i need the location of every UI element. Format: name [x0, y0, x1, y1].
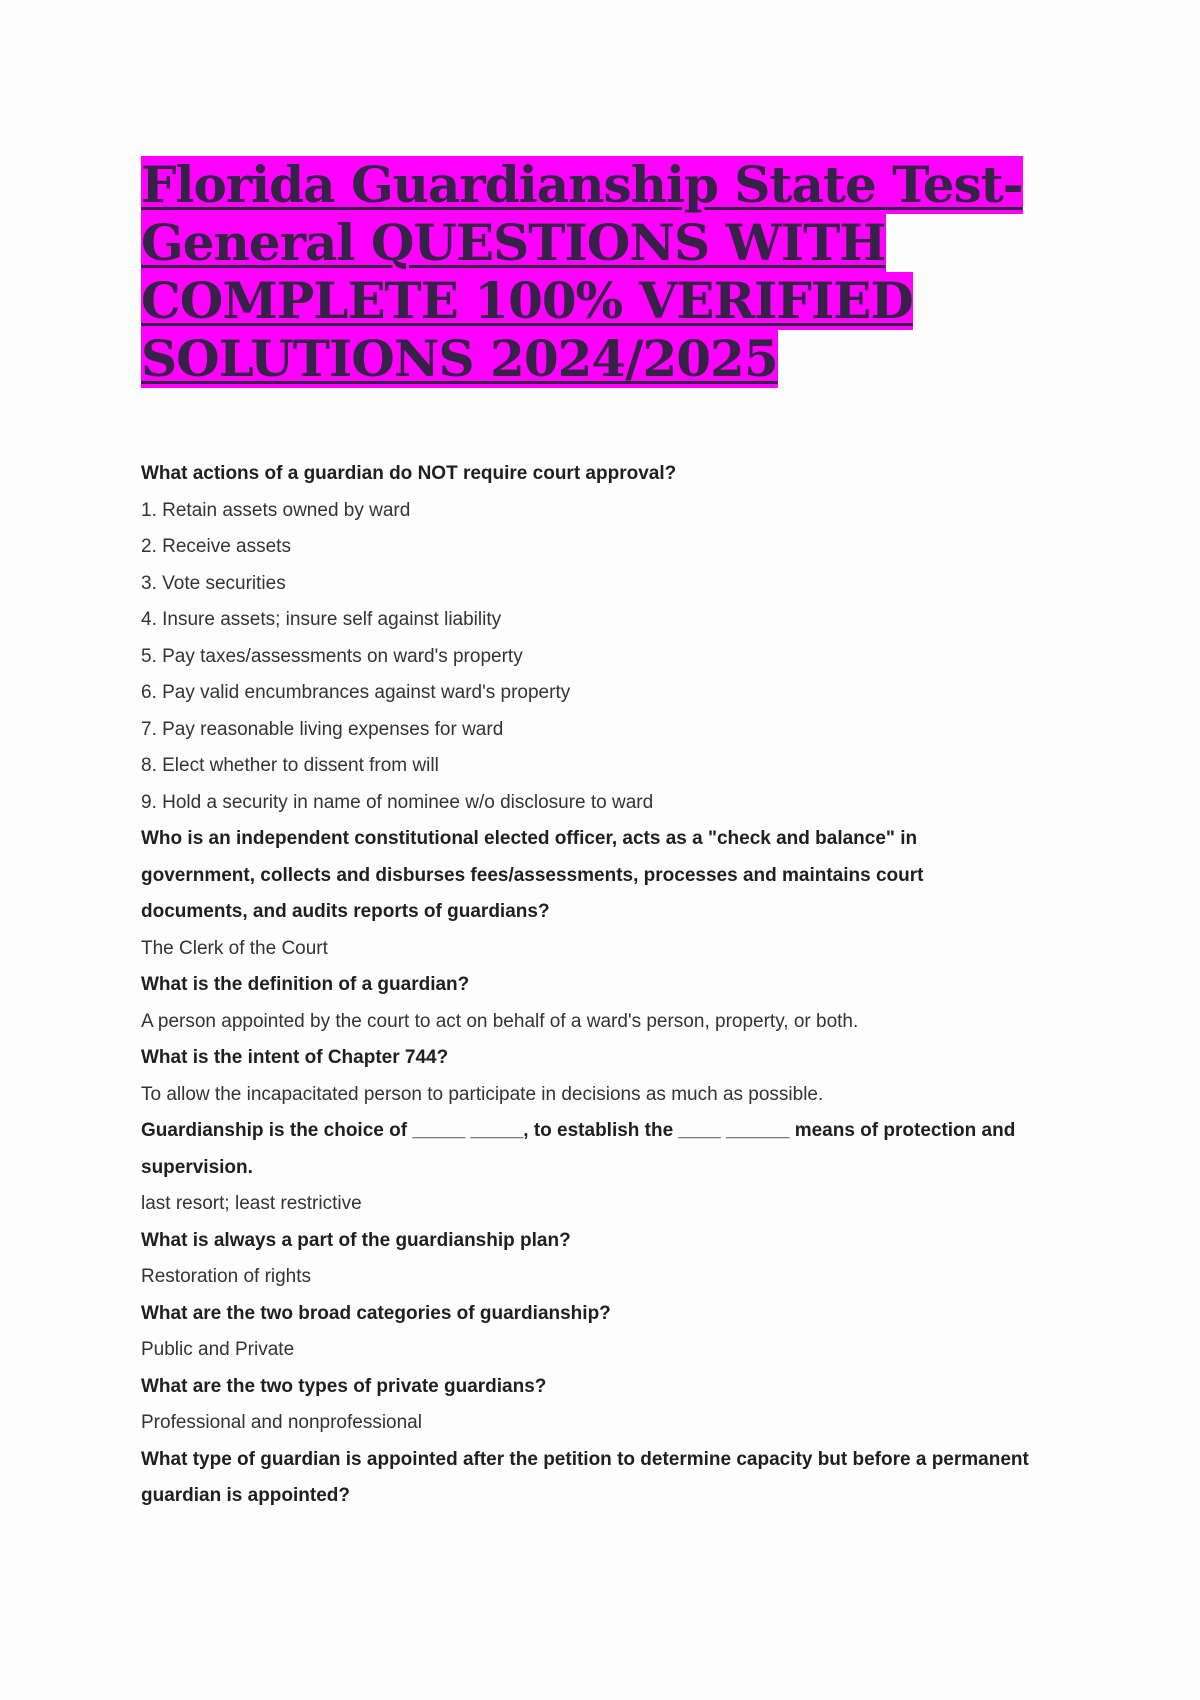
question-7: What are the two broad categories of guardianship?	[141, 1302, 611, 1324]
question-5-line: supervision.	[141, 1156, 253, 1178]
question-4: What is the intent of Chapter 744?	[141, 1047, 449, 1068]
question-5-line: Guardianship is the choice of _____ _____, to establish the ____ ______ means of protection and	[141, 1120, 1016, 1141]
question-2-line: Who is an independent constitutional elected officer, acts as a "check and balance" in	[141, 828, 918, 849]
title-line: COMPLETE 100% VERIFIED	[141, 271, 913, 330]
question-6: What is always a part of the guardianship plan?	[141, 1229, 571, 1251]
answer-5: last resort; least restrictive	[141, 1193, 362, 1214]
answer-4: To allow the incapacitated person to participate in decisions as much as possible.	[141, 1083, 824, 1105]
question-2-line: government, collects and disburses fees/assessments, processes and maintains court	[141, 864, 924, 886]
question-9-line: guardian is appointed?	[141, 1485, 351, 1506]
answer-item: 9. Hold a security in name of nominee w/o disclosure to ward	[141, 791, 654, 813]
document-title	[141, 155, 1023, 388]
question-8: What are the two types of private guardians?	[141, 1375, 547, 1397]
answer-item: 8. Elect whether to dissent from will	[141, 755, 439, 776]
title-line: SOLUTIONS 2024/2025	[141, 329, 778, 388]
question-1: What actions of a guardian do NOT require court approval?	[141, 463, 677, 484]
answer-item: 6. Pay valid encumbrances against ward's property	[141, 682, 571, 703]
answer-3: A person appointed by the court to act on behalf of a ward's person, property, or both.	[141, 1010, 859, 1032]
title-line: Florida Guardianship State Test-	[141, 155, 1023, 214]
answer-8: Professional and nonprofessional	[141, 1412, 422, 1433]
answer-2: The Clerk of the Court	[141, 937, 328, 959]
question-9-line: What type of guardian is appointed after the petition to determine capacity but before a permanent	[141, 1448, 1029, 1470]
answer-6: Restoration of rights	[141, 1266, 312, 1287]
answer-7: Public and Private	[141, 1339, 295, 1360]
answer-item: 7. Pay reasonable living expenses for ward	[141, 718, 504, 740]
answer-item: 4. Insure assets; insure self against liability	[141, 609, 502, 630]
question-2-line: documents, and audits reports of guardians?	[141, 901, 550, 922]
title-line: General QUESTIONS WITH	[141, 213, 886, 272]
question-3: What is the definition of a guardian?	[141, 974, 470, 995]
answer-item: 2. Receive assets	[141, 536, 291, 557]
answer-item: 3. Vote securities	[141, 572, 286, 594]
answer-item: 1. Retain assets owned by ward	[141, 499, 411, 521]
answer-item: 5. Pay taxes/assessments on ward's property	[141, 645, 523, 667]
qa-content	[141, 456, 1081, 1515]
